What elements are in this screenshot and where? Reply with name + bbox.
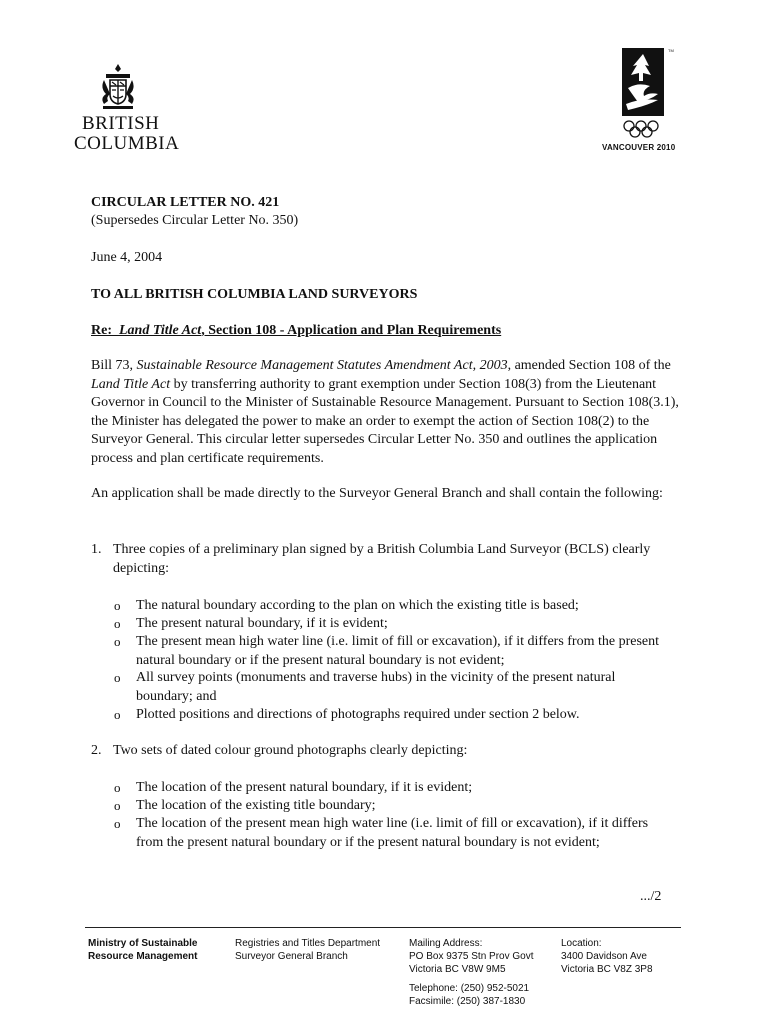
item-1-bullet: Plotted positions and directions of photographs required under section 2 below. (136, 707, 580, 722)
bullet-icon: o (114, 598, 121, 613)
item-2-text: Two sets of dated colour ground photographs clearly depicting: (113, 743, 468, 758)
item-2-bullet: The location of the existing title boundary; (136, 798, 376, 813)
bc-logo-line1: BRITISH (82, 113, 160, 134)
ministry-line: Resource Management (88, 951, 198, 962)
item-2-bullet: The location of the present natural boundary, if it is evident; (136, 780, 473, 795)
subject-act: Land Title Act (119, 323, 202, 338)
location-line: 3400 Davidson Ave (561, 951, 647, 962)
bullet-icon: o (114, 616, 121, 631)
item-1-number: 1. (91, 542, 102, 557)
para1-text-1: Bill 73, (91, 358, 137, 373)
department-line: Surveyor General Branch (235, 951, 348, 962)
location-line: Location: (561, 938, 602, 949)
location-line: Victoria BC V8Z 3P8 (561, 964, 653, 975)
paragraph-intro (91, 357, 691, 468)
footer-location (561, 937, 681, 976)
bullet-icon: o (114, 798, 121, 813)
mailing-line: Victoria BC V8W 9M5 (409, 964, 506, 975)
bullet-icon: o (114, 634, 121, 649)
para1-text-2: , amended Section 108 of the (507, 358, 671, 373)
page-continuation-indicator: .../2 (640, 889, 662, 904)
footer-ministry (88, 937, 228, 963)
telephone: Telephone: (250) 952-5021 (409, 983, 530, 994)
item-1-bullet: The present natural boundary, if it is evident; (136, 616, 388, 631)
facsimile: Facsimile: (250) 387-1830 (409, 996, 526, 1007)
item-1-text: Three copies of a preliminary plan signed by a British Columbia Land Surveyor (BCLS) clearly depicting: (113, 542, 651, 576)
ministry-line: Ministry of Sustainable (88, 938, 198, 949)
mailing-line: PO Box 9375 Stn Prov Govt (409, 951, 534, 962)
item-1-bullet: All survey points (monuments and traverse hubs) in the vicinity of the present natural boundary; and (136, 670, 616, 704)
para1-land-title-act: Land Title Act (91, 376, 171, 392)
bullet-icon: o (114, 707, 121, 722)
mailing-line: Mailing Address: (409, 938, 483, 949)
item-2-number: 2. (91, 743, 102, 758)
letter-title: CIRCULAR LETTER NO. 421 (91, 195, 280, 210)
footer-department (235, 937, 400, 963)
supersedes-note: (Supersedes Circular Letter No. 350) (91, 213, 299, 228)
vancouver-2010-logo (598, 44, 688, 156)
bc-logo-line2: COLUMBIA (74, 133, 180, 154)
bullet-icon: o (114, 780, 121, 795)
para1-act-title: Sustainable Resource Management Statutes Amendment Act, 2003 (136, 358, 508, 373)
olympic-rings-icon (624, 121, 658, 137)
inukshuk-emblem-icon (598, 44, 688, 156)
item-2-bullet: The location of the present mean high water line (i.e. limit of fill or excavation), if it differs from the present natural boundary or if the present natural boundary is not evident; (136, 816, 649, 850)
bc-government-logo (74, 62, 184, 154)
footer-mailing-address (409, 937, 554, 1008)
footer-divider (85, 927, 681, 928)
bullet-icon: o (114, 816, 121, 831)
vancouver-2010-text: VANCOUVER 2010 (602, 143, 676, 152)
department-line: Registries and Titles Department (235, 938, 381, 949)
letter-date: June 4, 2004 (91, 250, 163, 265)
subject-rest: , Section 108 - Application and Plan Requirements (201, 323, 502, 338)
bullet-icon: o (114, 670, 121, 685)
subject-prefix: Re: (91, 323, 112, 338)
item-1-bullet: The present mean high water line (i.e. limit of fill or excavation), if it differs from the present natural boundary or if the present natural boundary is not evident; (136, 634, 660, 668)
subject-line (91, 322, 691, 341)
bc-crest-icon (98, 62, 138, 112)
paragraph-application: An application shall be made directly to the Surveyor General Branch and shall contain the following: (91, 486, 663, 501)
para1-text-3: by transferring authority to grant exemption under Section 108(3) from the Lieutenant Governor in Council to the Minister of Sustainable Resource Management. Pursuant to Section 108(3.1), the Minister has delegated the power to make an order to exempt the action of Section 108(2) to the Surveyor General. This circular letter supersedes Circular Letter No. 350 and outlines the application process and plan certificate requirements. (91, 376, 679, 466)
item-1-bullet: The natural boundary according to the plan on which the existing title is based; (136, 598, 579, 613)
trademark-mark: TM (668, 48, 674, 53)
addressee: TO ALL BRITISH COLUMBIA LAND SURVEYORS (91, 287, 418, 302)
